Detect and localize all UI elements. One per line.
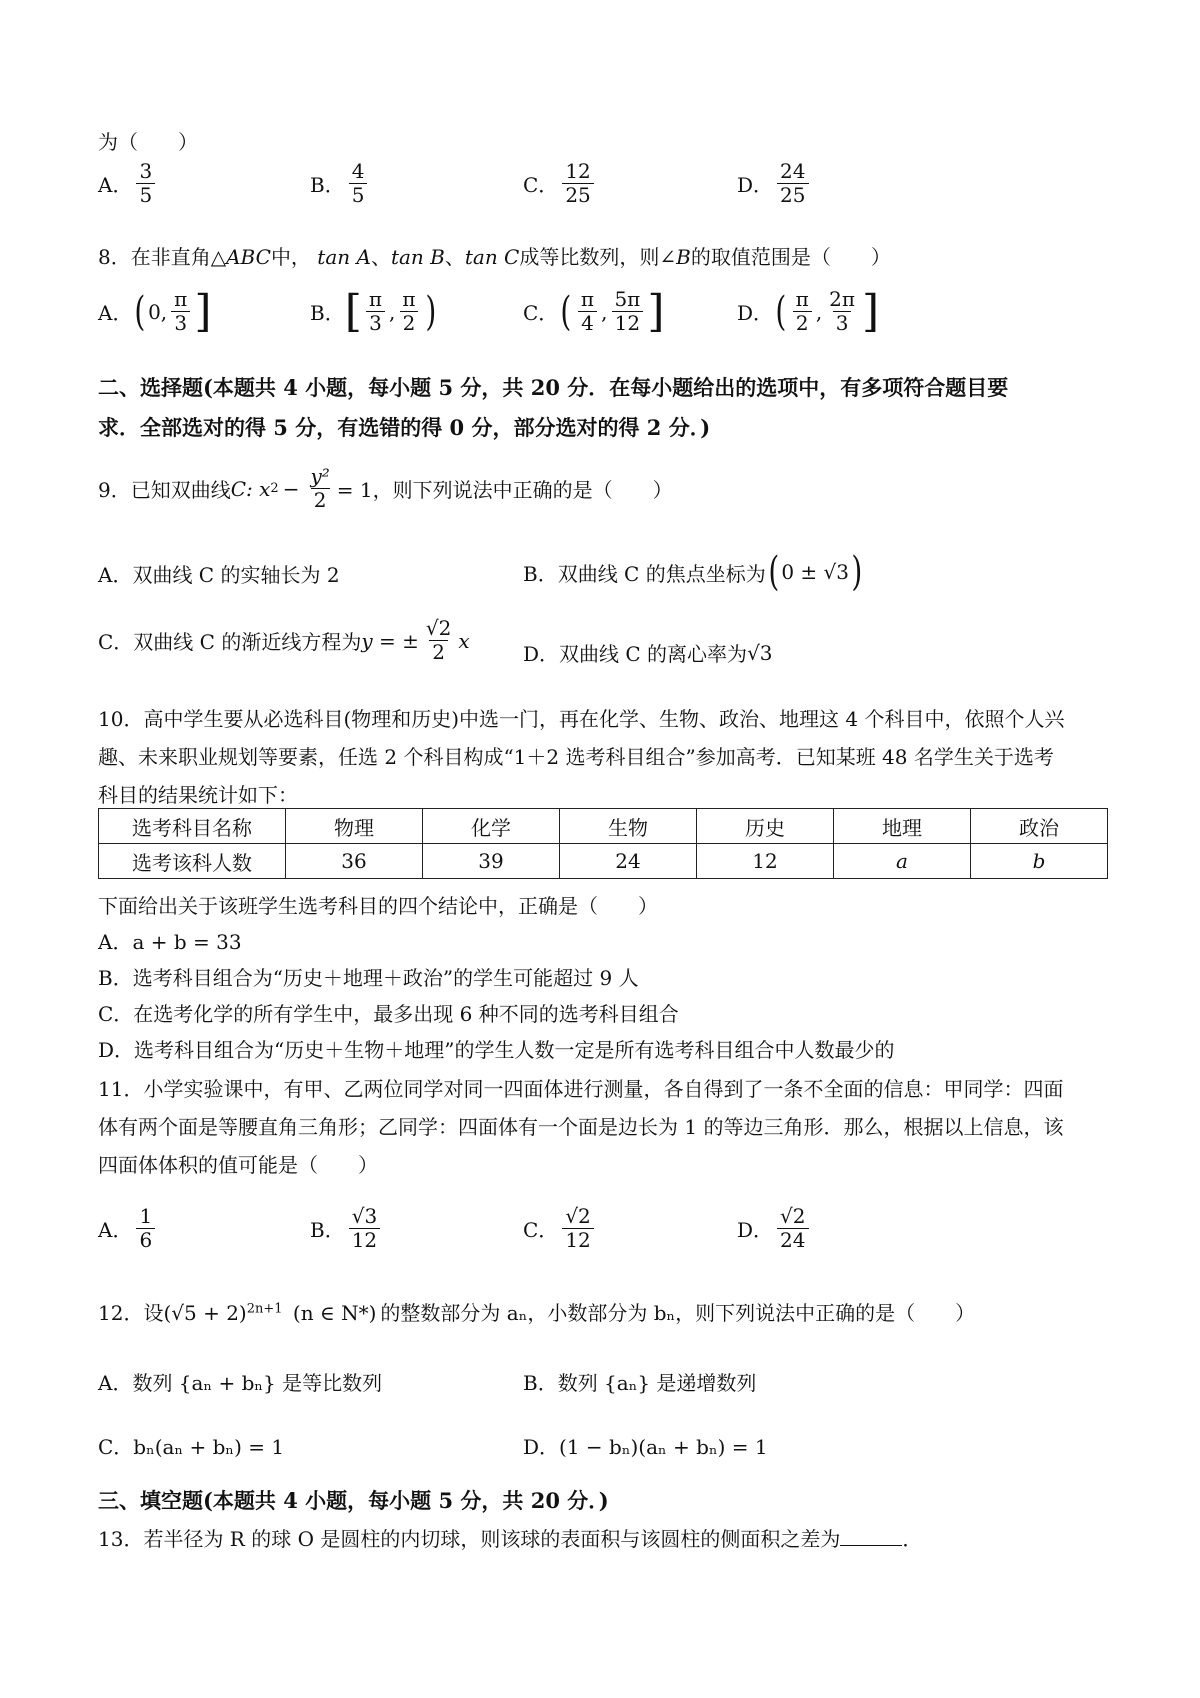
q9-option-d: D．双曲线 C 的离心率为 √3 [523, 640, 773, 666]
answer-blank[interactable] [840, 1527, 902, 1546]
q11-line2: 体有两个面是等腰直角三角形；乙同学：四面体有一个面是边长为 1 的等边三角形．那么，根据以上信息，该 [98, 1115, 1064, 1139]
fraction: $\frac{\text{y²}}{2}$ [310, 464, 330, 512]
q7-option-b [310, 160, 371, 207]
fraction: $\frac{\pi}{2}$ [399, 288, 418, 335]
fraction: $\frac{√2}{24}$ [777, 1205, 808, 1252]
fraction: $\frac{4}{5}$ [349, 160, 368, 207]
fraction: $\frac{√3}{12}$ [349, 1205, 380, 1252]
fraction: $\frac{12}{25}$ [562, 160, 593, 207]
fraction: $\frac{24}{25}$ [777, 160, 808, 207]
q9-option-a: A．双曲线 C 的实轴长为 2 [98, 563, 340, 587]
section3-heading: 三、填空题(本题共 4 小题，每小题 5 分，共 20 分．) [98, 1488, 609, 1513]
fraction: $\frac{1}{6}$ [136, 1205, 155, 1252]
fraction: $\frac{2\pi}{3}$ [829, 287, 856, 335]
q12-option-d: D．(1 − bₙ)(aₙ + bₙ) = 1 [523, 1435, 768, 1459]
q9-option-b: B．双曲线 C 的焦点坐标为 ( 0 ± √3 ) [523, 549, 863, 595]
q11-line1: 11．小学实验课中，有甲、乙两位同学对同一四面体进行测量，各自得到了一条不全面的信息：甲同学：四面 [98, 1077, 1064, 1101]
q11-option-d: D． $\frac{√2}{24}$ [737, 1205, 813, 1252]
q8-stem: 8．在非直角△ABC中， tan A、tan B、tan C成等比数列，则∠B的取值范围是（ ） [98, 245, 891, 269]
option-letter: D． [737, 173, 774, 197]
section2-heading-line1: 二、选择题(本题共 4 小题，每小题 5 分，共 20 分．在每小题给出的选项中，有多项符合题目要 [98, 375, 1009, 400]
fraction: $\frac{√2}{2}$ [425, 616, 452, 664]
q7-tail: 为（ ） [98, 130, 198, 154]
q11-option-a: A． $\frac{1}{6}$ [98, 1205, 159, 1252]
q8-option-b: B． [ $\frac{\pi}{3}$ , $\frac{\pi}{2}$ ) [310, 285, 436, 337]
fraction: $\frac{\pi}{2}$ [793, 288, 812, 335]
table-cell: b [971, 844, 1108, 879]
q10-option-c: C．在选考化学的所有学生中，最多出现 6 种不同的选考科目组合 [98, 1002, 679, 1026]
subject-count-table [98, 808, 1108, 879]
option-letter: B． [310, 173, 345, 197]
table-row [99, 809, 1108, 844]
table-cell: 政治 [971, 809, 1108, 844]
option-letter: C． [523, 173, 559, 197]
q8-option-d: D． ( $\frac{\pi}{2}$ , $\frac{2\pi}{3}$ ] [737, 285, 880, 337]
q7-option-a [98, 160, 159, 207]
q11-option-c: C． $\frac{√2}{12}$ [523, 1205, 598, 1252]
fraction: $\frac{\pi}{3}$ [171, 288, 190, 335]
q9-option-c: C．双曲线 C 的渐近线方程为 y = ± $\frac{√2}{2}$ x [98, 616, 470, 664]
q8-option-c: C． ( $\frac{\pi}{4}$ , $\frac{5\pi}{12}$ ] [523, 285, 665, 337]
table-cell: 历史 [697, 809, 834, 844]
q7-option-c [523, 160, 598, 207]
q11-option-b: B． $\frac{√3}{12}$ [310, 1205, 384, 1252]
q10-line3: 科目的结果统计如下： [98, 783, 298, 807]
q10-line1: 10．高中学生要从必选科目(物理和历史)中选一门，再在化学、生物、政治、地理这 4 个科目中，依照个人兴 [98, 707, 1065, 731]
q10-option-a: A．a + b = 33 [98, 930, 242, 954]
section2-heading-line2: 求．全部选对的得 5 分，有选错的得 0 分，部分选对的得 2 分．) [98, 415, 711, 440]
q13-stem: 13．若半径为 R 的球 O 是圆柱的内切球，则该球的表面积与该圆柱的侧面积之差为 ． [98, 1527, 923, 1551]
fraction: $\frac{3}{5}$ [136, 160, 155, 207]
table-cell: 36 [286, 844, 423, 879]
table-cell: 12 [697, 844, 834, 879]
table-cell: 生物 [560, 809, 697, 844]
q10-option-b: B．选考科目组合为“历史＋地理＋政治”的学生可能超过 9 人 [98, 966, 639, 990]
table-cell: a [834, 844, 971, 879]
table-cell: 39 [423, 844, 560, 879]
table-cell: 化学 [423, 809, 560, 844]
q10-after: 下面给出关于该班学生选考科目的四个结论中，正确是（ ） [98, 894, 658, 918]
q12-option-a: A．数列 {aₙ + bₙ} 是等比数列 [98, 1371, 383, 1395]
q8-option-a: A． ( 0, $\frac{\pi}{3}$ ] [98, 285, 212, 337]
table-cell: 选考科目名称 [99, 809, 286, 844]
fraction: $\frac{\pi}{4}$ [578, 288, 597, 335]
fraction: $\frac{\pi}{3}$ [366, 288, 385, 335]
fraction: $\frac{√2}{12}$ [562, 1205, 593, 1252]
table-cell: 物理 [286, 809, 423, 844]
q10-line2: 趣、未来职业规划等要素，任选 2 个科目构成“1＋2 选考科目组合”参加高考．已知某班 48 名学生关于选考 [98, 745, 1054, 769]
q12-option-b: B．数列 {aₙ} 是递增数列 [523, 1371, 757, 1395]
q9-stem: 9．已知双曲线 C : x 2 − $\frac{\text{y²}}{2}$ = 1，则下列说法中正确的是（ ） [98, 464, 673, 512]
table-row [99, 844, 1108, 879]
q10-option-d: D．选考科目组合为“历史＋生物＋地理”的学生人数一定是所有选考科目组合中人数最少的 [98, 1038, 895, 1062]
fraction: $\frac{5\pi}{12}$ [611, 288, 643, 335]
q11-line3: 四面体体积的值可能是（ ） [98, 1153, 378, 1177]
option-letter: A． [98, 173, 133, 197]
table-cell: 24 [560, 844, 697, 879]
q12-option-c: C．bₙ(aₙ + bₙ) = 1 [98, 1435, 285, 1459]
q12-stem: 12．设$(√5 + 2)^{2n+1}$ (n ∈ N*) 的整数部分为 aₙ，小数部分为 bₙ，则下列说法中正确的是（ ） [98, 1301, 976, 1325]
table-cell: 选考该科人数 [99, 844, 286, 879]
q7-option-d [737, 160, 813, 207]
table-cell: 地理 [834, 809, 971, 844]
